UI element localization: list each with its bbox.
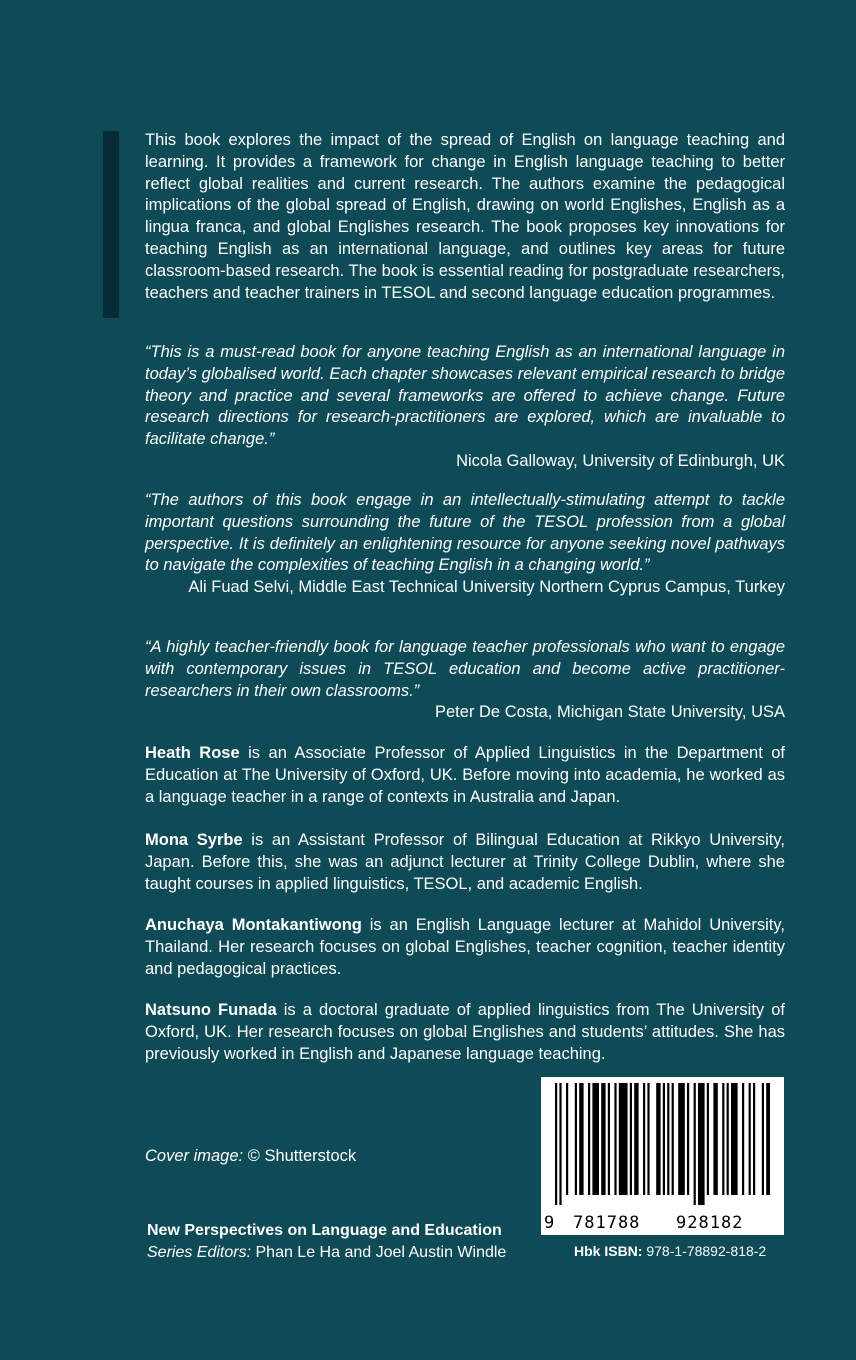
barcode-bar [656, 1083, 660, 1195]
quote-attribution: Peter De Costa, Michigan State University, USA [435, 703, 785, 722]
barcode-bar [727, 1083, 729, 1195]
barcode-bars [555, 1083, 770, 1205]
author-bio [145, 830, 785, 895]
author-bio [145, 743, 785, 808]
author-bio-text: is an Assistant Professor of Bilingual Education at Rikkyo University, Japan. Before this, she was an adjunct lecturer at Trinity College Dublin, where she taught courses in applied linguistics, TESOL, and academic English. [145, 831, 785, 893]
barcode-bar [634, 1083, 638, 1195]
barcode-bar [630, 1083, 632, 1195]
barcode-bar [672, 1083, 674, 1195]
barcode-bar [749, 1083, 751, 1195]
barcode-bar [566, 1083, 568, 1195]
book-description: This book explores the impact of the spread of English on language teaching and learning. It provides a framework for change in English language teaching to better reflect global realities and current research. The authors examine the pedagogical implications of the global spread of English, drawing on world Englishes, English as a lingua franca, and global Englishes research. The book proposes key innovations for teaching English as an international language, and outlines key areas for future classroom-based research. The book is essential reading for postgraduate researchers, teachers and teacher trainers in TESOL and second language education programmes. [145, 131, 785, 302]
credit-value: © Shutterstock [243, 1147, 357, 1165]
author-bio-text: is an English Language lecturer at Mahidol University, Thailand. Her research focuses on global Englishes, teacher cognition, teacher identity and pedagogical practices. [145, 916, 785, 978]
author-bio-text: is an Associate Professor of Applied Linguistics in the Department of Education at The University of Oxford, UK. Before moving into academia, he worked as a language teacher in a range of contexts in Australia and Japan. [145, 744, 786, 806]
barcode-bar [762, 1083, 764, 1195]
barcode-bar [614, 1083, 616, 1195]
author-name: Anuchaya Montakantiwong [145, 916, 362, 934]
quote-text: “A highly teacher-friendly book for language teacher professionals who want to engage with contemporary issues in TESOL education and become active practitioner-researchers in their own classrooms.” [145, 638, 785, 700]
barcode-bar [619, 1083, 628, 1195]
cover-image-credit [145, 1147, 356, 1166]
barcode-bar [713, 1083, 717, 1195]
quote-text: “This is a must-read book for anyone teaching English as an international language in today’s globalised world. Each chapter showcases relevant empirical research to bridge theory and practice and several frameworks are offered to achieve change. Future research directions for research-practitioners are explored, which are invaluable to facilitate change.” [145, 343, 785, 449]
quote-text: “The authors of this book engage in an intellectually-stimulating attempt to tackle important questions surrounding the future of the TESOL profession from a global perspective. It is definitely an enlightening resource for anyone seeking novel pathways to navigate the complexities of teaching English in a changing world.” [145, 491, 785, 575]
author-bio-text: is a doctoral graduate of applied linguistics from The University of Oxford, UK. Her research focuses on global Englishes and students’ attitudes. She has previously worked in English and Japanese language teaching. [145, 1001, 785, 1063]
author-name: Natsuno Funada [145, 1001, 277, 1019]
barcode-bar [731, 1083, 738, 1195]
series-editors-label: Series Editors: [147, 1244, 252, 1261]
barcode-digits-left: 781788 [573, 1213, 641, 1233]
barcode-bar [559, 1083, 561, 1205]
barcode-bar [694, 1083, 696, 1205]
author-bio [145, 915, 785, 980]
barcode-bar [579, 1083, 583, 1195]
barcode-digit-first: 9 [544, 1213, 556, 1233]
barcode-bar [753, 1083, 755, 1195]
barcode-bar [698, 1083, 705, 1205]
barcode-digits-right: 928182 [676, 1213, 744, 1233]
barcode-bar [575, 1083, 577, 1195]
barcode-bar [722, 1083, 724, 1195]
barcode-bar [647, 1083, 649, 1195]
author-name: Mona Syrbe [145, 831, 243, 849]
endorsement-quote [145, 490, 785, 599]
endorsement-quote [145, 637, 785, 724]
barcode-bar [555, 1083, 557, 1205]
series-info [147, 1220, 506, 1264]
quote-attribution: Nicola Galloway, University of Edinburgh, UK [456, 451, 785, 470]
barcode-bar [742, 1083, 744, 1195]
barcode-bar [643, 1083, 645, 1195]
barcode-bar [588, 1083, 590, 1195]
author-name: Heath Rose [145, 744, 240, 762]
barcode-bar [678, 1083, 685, 1195]
barcode-bar [663, 1083, 665, 1195]
barcode-bar [601, 1083, 605, 1195]
isbn-value: 978-1-78892-818-2 [642, 1243, 767, 1259]
series-name: New Perspectives on Language and Education [147, 1222, 502, 1239]
barcode-bar [707, 1083, 709, 1195]
quote-attribution: Ali Fuad Selvi, Middle East Technical University Northern Cyprus Campus, Turkey [188, 578, 785, 597]
barcode-bar [687, 1083, 689, 1195]
accent-bar [103, 131, 119, 318]
credit-label: Cover image: [145, 1147, 244, 1165]
barcode-bar [667, 1083, 669, 1195]
barcode-bar [766, 1083, 770, 1195]
series-editors: Phan Le Ha and Joel Austin Windle [251, 1244, 507, 1261]
isbn-label: Hbk ISBN: [574, 1243, 643, 1259]
isbn [574, 1243, 766, 1259]
barcode [541, 1077, 784, 1235]
barcode-bar [592, 1083, 599, 1195]
barcode-bar [608, 1083, 610, 1195]
endorsement-quote [145, 342, 785, 473]
author-bio [145, 1000, 785, 1065]
